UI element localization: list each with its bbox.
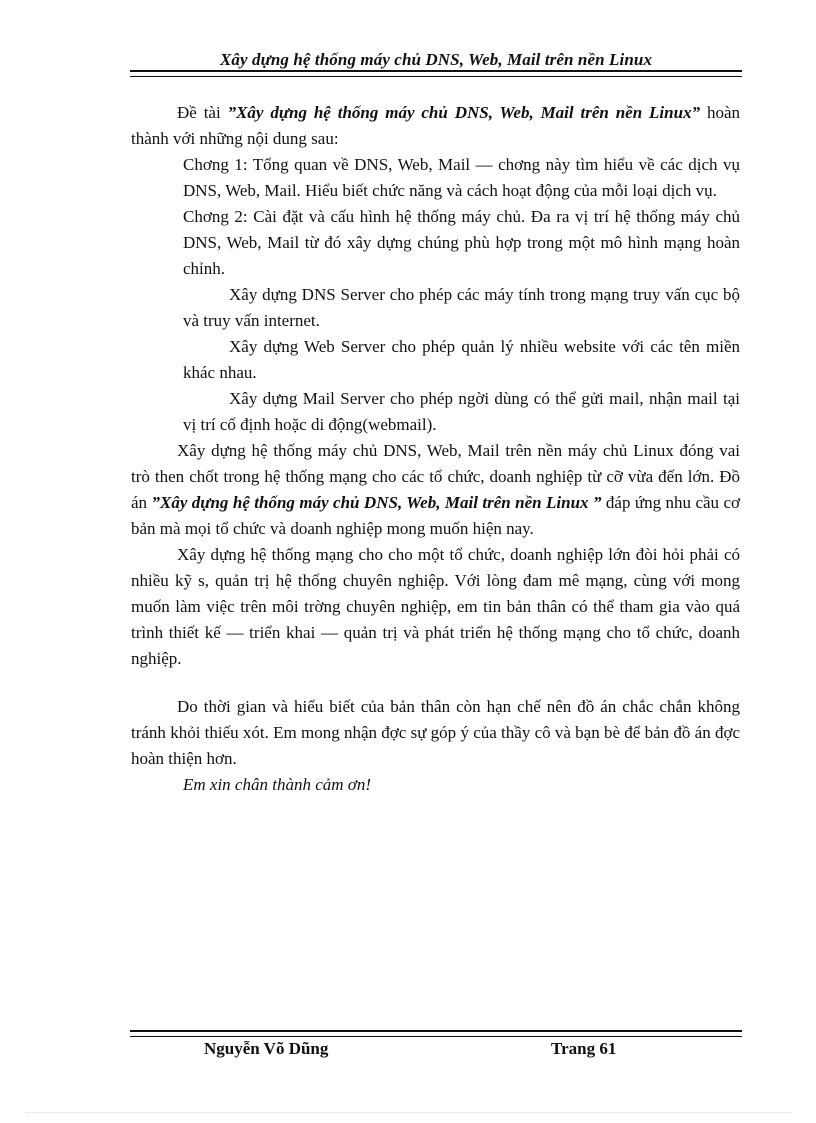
para2-title: ”Xây dựng hệ thống máy chủ DNS, Web, Mail trên nền Linux ” [151, 493, 602, 512]
page-edge-line [25, 1112, 791, 1113]
footer-author: Nguyễn Võ Dũng [204, 1039, 329, 1058]
intro-prefix: Đề tài [177, 103, 228, 122]
para2-suffix: đáp ứng nhu cầu cơ bản mà mọi tổ chức và doanh nghiệp mong muốn hiện nay. [131, 493, 741, 538]
page-header-title: Xây dựng hệ thống máy chủ DNS, Web, Mail trên nền Linux [219, 50, 653, 69]
footer-page-number: Trang 61 [551, 1039, 617, 1058]
footer-rule [130, 1030, 742, 1037]
document-body [131, 100, 740, 798]
acknowledgement-paragraph: Do thời gian và hiểu biết của bản thân còn hạn chế nên đồ án chắc chắn không tránh khỏi thiếu xót. Em mong nhận đợc sự góp ý của thầy cô và bạn bè để bản đồ án đợc hoàn thiện hơn. [131, 697, 740, 768]
closing-line: Em xin chân thành cảm ơn! [183, 775, 372, 794]
para2-prefix: Xây dựng hệ thống máy chủ DNS, Web, Mail trên nền máy chủ Linux đóng vai trò then chốt trong hệ thống mạng cho các tổ chức, doanh nghiệp từ cỡ vừa đến lớn. Đồ án [131, 441, 740, 512]
dns-server-item: Xây dựng DNS Server cho phép các máy tính trong mạng truy vấn cục bộ và truy vấn internet. [183, 285, 740, 330]
motivation-paragraph: Xây dựng hệ thống mạng cho cho một tổ chức, doanh nghiệp lớn đòi hỏi phải có nhiều kỹ s, quản trị hệ thống chuyên nghiệp. Với lòng đam mê mạng, cùng với mong muốn làm việc trên môi trờng chuyên nghiệp, em tin bản thân có thể tham gia vào quá trình thiết kế — triển khai — quản trị và phát triển hệ thống mạng cho tổ chức, doanh nghiệp. [131, 545, 740, 668]
mail-server-item: Xây dựng Mail Server cho phép ngời dùng có thể gửi mail, nhận mail tại vị trí cố định hoặc di động(webmail). [183, 389, 740, 434]
web-server-item: Xây dựng Web Server cho phép quản lý nhiều website với các tên miền khác nhau. [183, 337, 740, 382]
intro-suffix: hoàn thành với những nội dung sau: [131, 103, 740, 148]
chapter-2-item: Chơng 2: Cài đặt và cấu hình hệ thống máy chủ. Đa ra vị trí hệ thống máy chủ DNS, Web, Mail từ đó xây dựng chúng phù hợp trong một mô hình mạng hoàn chỉnh. [183, 207, 740, 278]
intro-title: ”Xây dựng hệ thống máy chủ DNS, Web, Mail trên nền Linux” [227, 103, 701, 122]
intro-paragraph [131, 100, 740, 152]
importance-paragraph [131, 438, 740, 542]
header-rule [130, 70, 742, 77]
chapter-1-item: Chơng 1: Tổng quan về DNS, Web, Mail — chơng này tìm hiểu về các dịch vụ DNS, Web, Mail. Hiểu biết chức năng và cách hoạt động của mỗi loại dịch vụ. [183, 155, 740, 200]
